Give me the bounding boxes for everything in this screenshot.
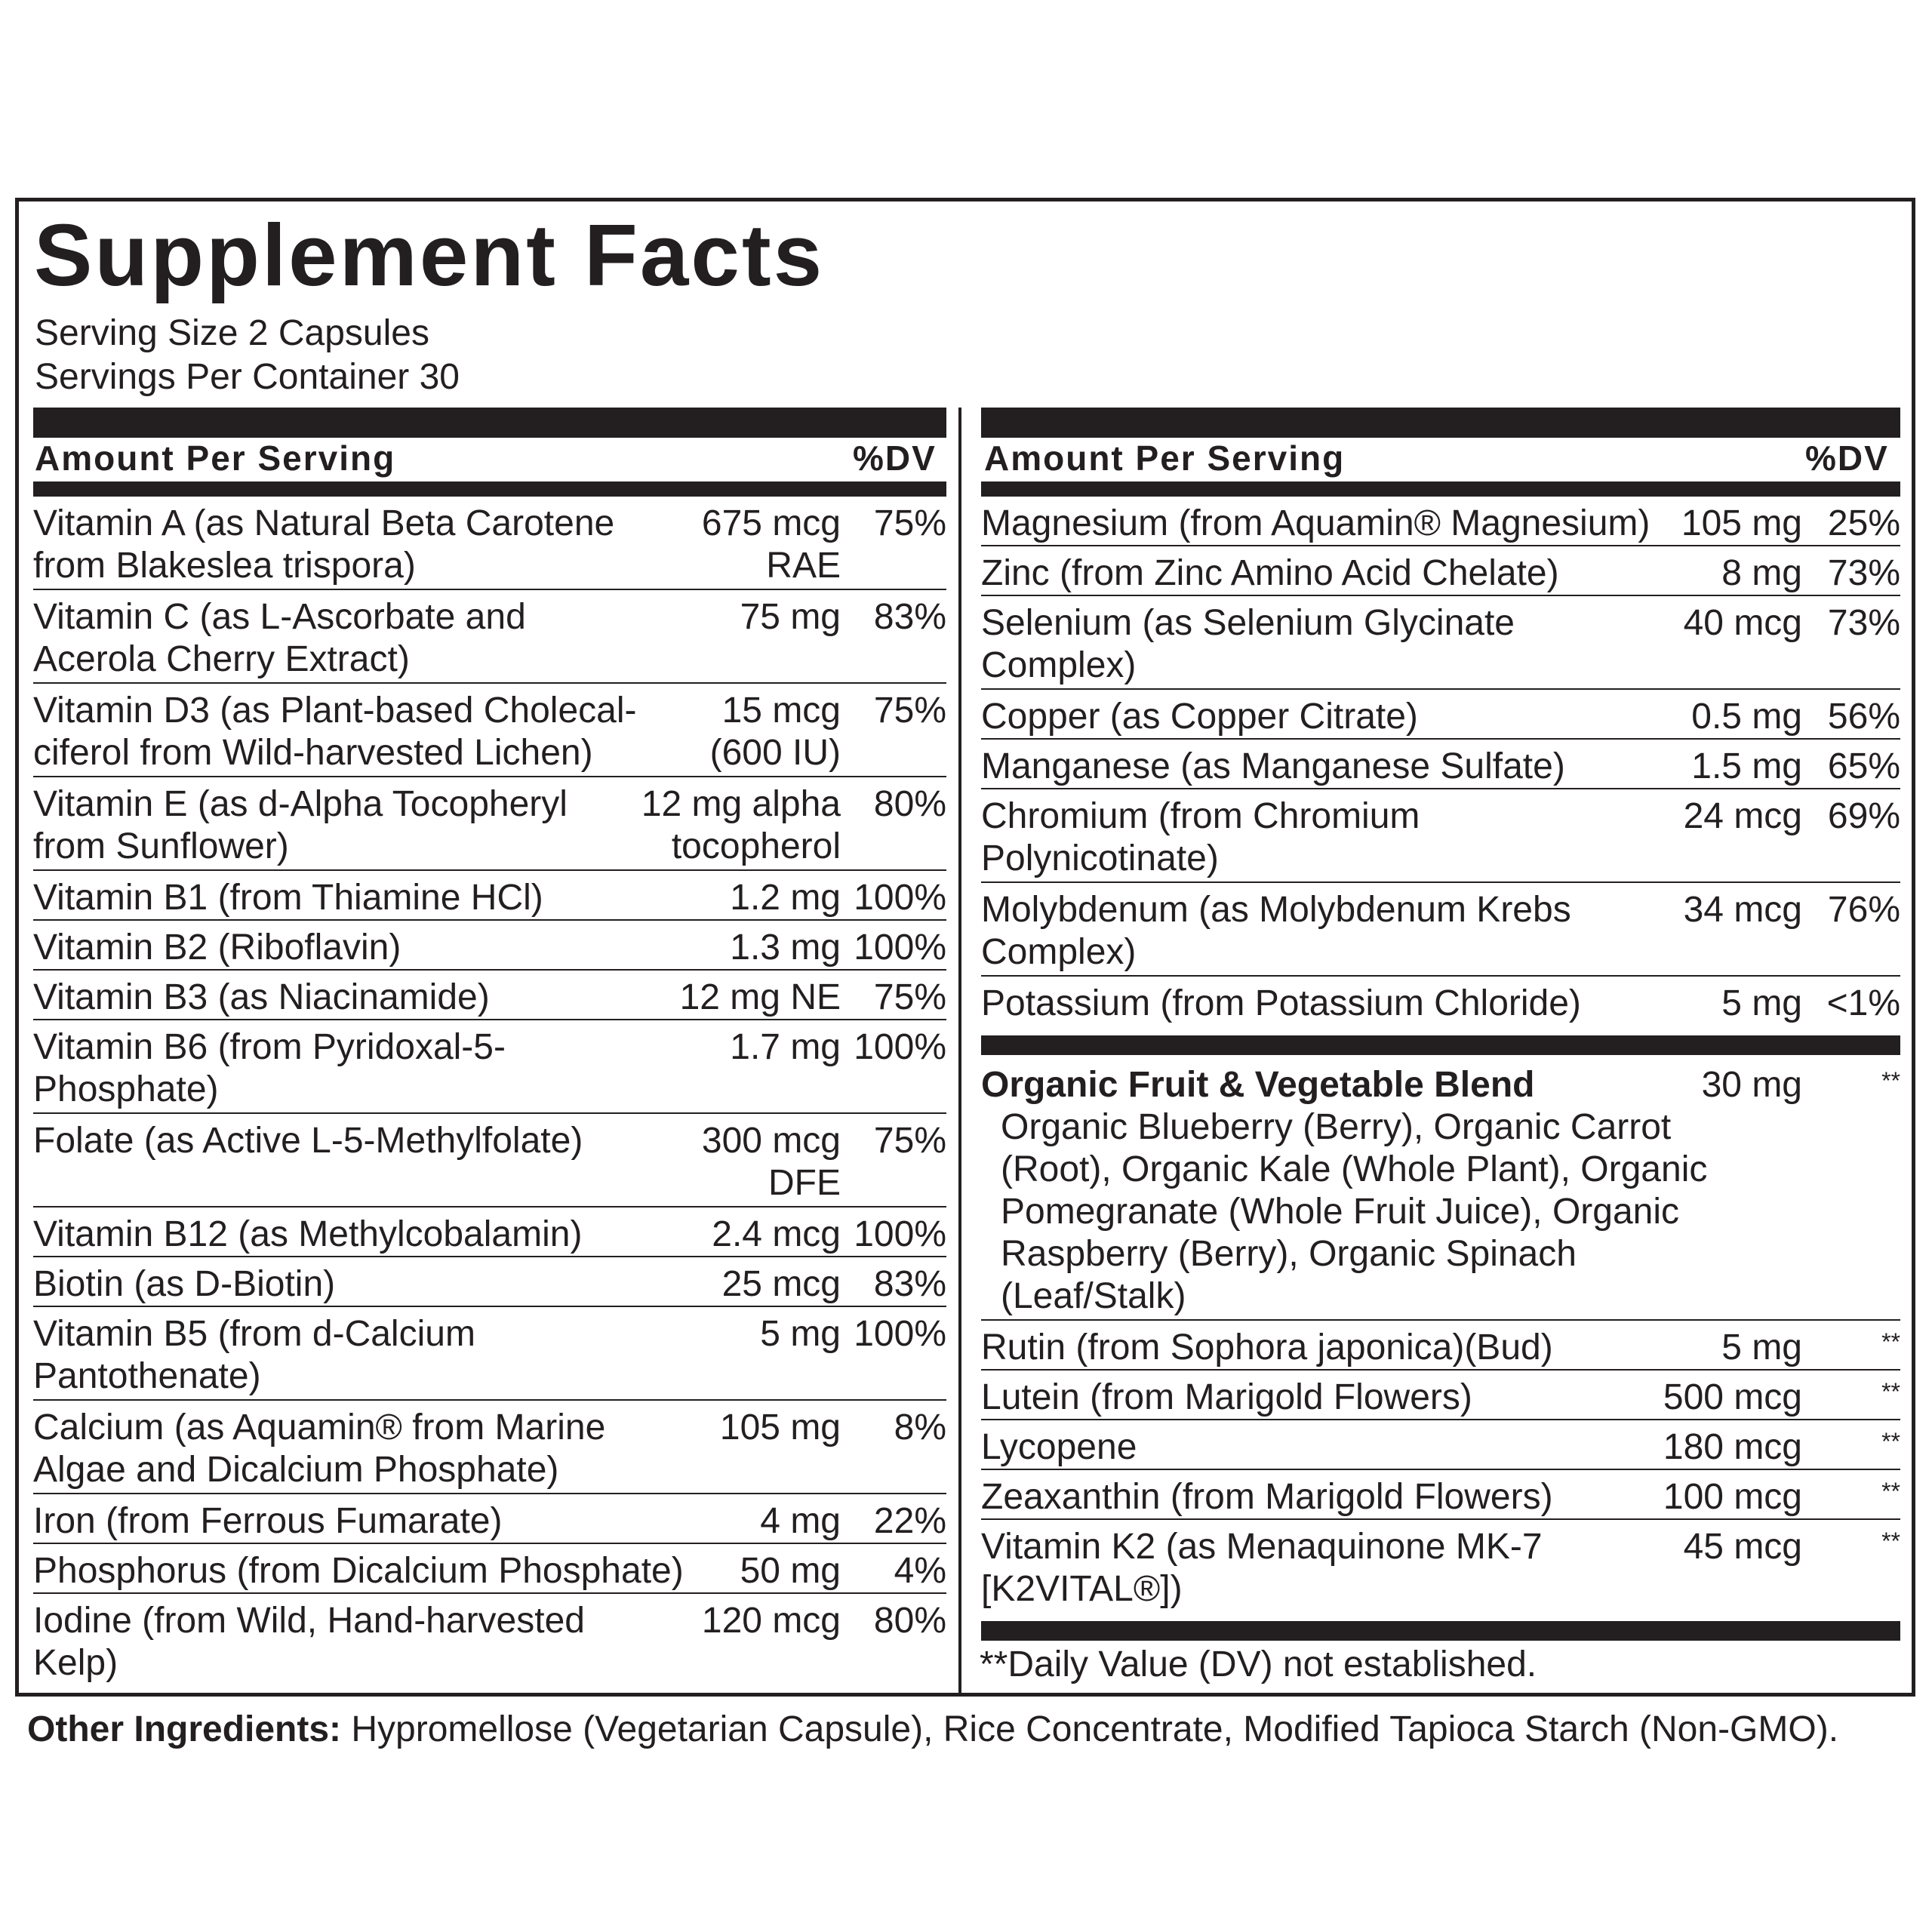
nutrient-row xyxy=(33,1020,946,1114)
nutrient-name: Vitamin B12 (as Methylcobalamin) xyxy=(33,1214,583,1254)
nutrient-dv: 100% xyxy=(854,928,946,968)
nutrient-amount: 1.5 mg xyxy=(1691,746,1802,786)
amount-per-serving-header-right: Amount Per Serving xyxy=(984,438,1346,478)
nutrient-row xyxy=(33,921,946,971)
nutrient-amount: 120 mcg xyxy=(701,1601,841,1641)
blend-ingredients: Organic Blueberry (Berry), Organic Carrot (Root), Organic Kale (Whole Plant), Organic Pomegranate (Whole Fruit Juice), Organic Raspberry (Berry), Organic Spinach (Leaf/Stalk) xyxy=(1001,1107,1708,1316)
nutrient-amount: 15 mcg (600 IU) xyxy=(709,691,841,773)
nutrient-dv: 75% xyxy=(873,1121,946,1161)
other-ingredients-label: Other Ingredients: xyxy=(27,1709,342,1749)
nutrient-row xyxy=(33,684,946,777)
nutrient-amount: 45 mcg xyxy=(1683,1527,1802,1567)
nutrient-name: Vitamin C (as L-Ascorbate and Acerola Cherry Extract) xyxy=(33,597,526,679)
nutrient-row xyxy=(33,1257,946,1307)
nutrient-name: Zinc (from Zinc Amino Acid Chelate) xyxy=(981,553,1559,593)
nutrient-dv: 100% xyxy=(854,1314,946,1354)
nutrient-amount: 50 mg xyxy=(740,1551,841,1591)
other-ingredients xyxy=(27,1709,1838,1751)
nutrient-dv: 75% xyxy=(873,503,946,543)
nutrient-name: Phosphorus (from Dicalcium Phosphate) xyxy=(33,1551,684,1591)
nutrient-dv: 65% xyxy=(1827,746,1900,786)
nutrient-dv: ** xyxy=(1881,1328,1900,1355)
thick-bar-under-header-left xyxy=(33,481,946,497)
nutrient-amount: 40 mcg xyxy=(1683,603,1802,643)
nutrient-dv: <1% xyxy=(1826,983,1900,1023)
thick-bar-before-blend xyxy=(981,1035,1900,1055)
nutrient-name: Vitamin B6 (from Pyridoxal-5- Phosphate) xyxy=(33,1027,506,1109)
thick-bar-top-left xyxy=(33,408,946,438)
thick-bar-bottom-right xyxy=(981,1621,1900,1641)
nutrient-name: Manganese (as Manganese Sulfate) xyxy=(981,746,1565,786)
nutrient-row xyxy=(33,1494,946,1544)
nutrient-dv: 100% xyxy=(854,1027,946,1067)
nutrient-amount: 5 mg xyxy=(760,1314,841,1354)
nutrient-dv: 56% xyxy=(1827,697,1900,737)
nutrient-dv: 22% xyxy=(873,1501,946,1541)
nutrient-row xyxy=(981,1321,1900,1371)
nutrient-amount: 4 mg xyxy=(760,1501,841,1541)
nutrient-row xyxy=(981,1520,1900,1614)
nutrient-dv: ** xyxy=(1881,1478,1900,1505)
nutrient-name: Folate (as Active L-5-Methylfolate) xyxy=(33,1121,583,1161)
column-divider xyxy=(958,408,961,1697)
nutrient-dv: 100% xyxy=(854,878,946,918)
nutrient-row xyxy=(981,1420,1900,1470)
blend-dv: ** xyxy=(1881,1067,1900,1094)
nutrient-row xyxy=(981,546,1900,596)
nutrient-list-left xyxy=(33,497,946,1689)
nutrient-dv: 100% xyxy=(854,1214,946,1254)
nutrient-dv: 83% xyxy=(873,597,946,637)
nutrient-name: Chromium (from Chromium Polynicotinate) xyxy=(981,796,1420,878)
nutrient-amount: 100 mcg xyxy=(1663,1477,1802,1517)
nutrient-amount: 8 mg xyxy=(1721,553,1802,593)
serving-size: Serving Size 2 Capsules xyxy=(35,313,429,353)
nutrient-row xyxy=(981,789,1900,883)
nutrient-row xyxy=(33,1307,946,1401)
nutrient-amount: 5 mg xyxy=(1721,1327,1802,1367)
nutrient-row xyxy=(33,1544,946,1594)
nutrient-amount: 34 mcg xyxy=(1683,890,1802,930)
blend-row xyxy=(981,1055,1900,1321)
nutrient-amount: 75 mg xyxy=(740,597,841,637)
nutrient-row xyxy=(981,1371,1900,1420)
nutrient-list-right xyxy=(981,497,1900,1040)
nutrient-row xyxy=(33,1208,946,1257)
nutrient-dv: 75% xyxy=(873,977,946,1017)
nutrient-dv: 69% xyxy=(1827,796,1900,836)
nutrient-amount: 24 mcg xyxy=(1683,796,1802,836)
nutrient-name: Vitamin E (as d-Alpha Tocopheryl from Sunflower) xyxy=(33,784,568,866)
nutrient-dv: 80% xyxy=(873,1601,946,1641)
nutrient-row xyxy=(33,1594,946,1687)
nutrient-row xyxy=(33,1114,946,1208)
nutrient-row xyxy=(981,690,1900,740)
nutrient-amount: 180 mcg xyxy=(1663,1427,1802,1467)
nutrient-amount: 105 mg xyxy=(1681,503,1802,543)
nutrient-dv: 73% xyxy=(1827,603,1900,643)
nutrient-amount: 0.5 mg xyxy=(1691,697,1802,737)
nutrient-dv: ** xyxy=(1881,1527,1900,1555)
nutrient-dv: 73% xyxy=(1827,553,1900,593)
nutrient-name: Copper (as Copper Citrate) xyxy=(981,697,1418,737)
nutrient-name: Vitamin B3 (as Niacinamide) xyxy=(33,977,490,1017)
nutrient-amount: 1.7 mg xyxy=(730,1027,841,1067)
nutrient-name: Vitamin K2 (as Menaquinone MK-7 [K2VITAL®]) xyxy=(981,1527,1543,1609)
nutrient-row xyxy=(981,977,1900,1026)
nutrient-name: Lutein (from Marigold Flowers) xyxy=(981,1377,1472,1417)
nutrient-row xyxy=(33,871,946,921)
nutrient-amount: 105 mg xyxy=(719,1407,841,1447)
nutrient-name: Vitamin B5 (from d-Calcium Pantothenate) xyxy=(33,1314,475,1396)
nutrient-name: Vitamin B1 (from Thiamine HCl) xyxy=(33,878,543,918)
nutrient-name: Selenium (as Selenium Glycinate Complex) xyxy=(981,603,1515,685)
thick-bar-under-header-right xyxy=(981,481,1900,497)
panel-title: Supplement Facts xyxy=(34,206,825,304)
nutrient-row xyxy=(981,497,1900,546)
nutrient-row xyxy=(33,1401,946,1494)
nutrient-row xyxy=(33,777,946,871)
nutrient-amount: 12 mg NE xyxy=(679,977,841,1017)
nutrient-row xyxy=(33,590,946,684)
nutrient-list-right-2 xyxy=(981,1321,1900,1615)
nutrient-amount: 500 mcg xyxy=(1663,1377,1802,1417)
dv-header-right: %DV xyxy=(1805,438,1889,478)
nutrient-amount: 675 mcg RAE xyxy=(701,503,841,586)
nutrient-row xyxy=(981,883,1900,977)
nutrient-dv: ** xyxy=(1881,1378,1900,1405)
nutrient-name: Vitamin A (as Natural Beta Carotene from Blakeslea trispora) xyxy=(33,503,615,586)
nutrient-dv: ** xyxy=(1881,1428,1900,1455)
nutrient-amount: 5 mg xyxy=(1721,983,1802,1023)
nutrient-name: Lycopene xyxy=(981,1427,1137,1467)
nutrient-amount: 300 mcg DFE xyxy=(701,1121,841,1203)
nutrient-amount: 25 mcg xyxy=(721,1264,841,1304)
other-ingredients-text: Hypromellose (Vegetarian Capsule), Rice Concentrate, Modified Tapioca Starch (Non-GMO). xyxy=(341,1709,1839,1749)
nutrient-dv: 8% xyxy=(894,1407,946,1447)
amount-per-serving-header-left: Amount Per Serving xyxy=(35,438,396,478)
nutrient-dv: 80% xyxy=(873,784,946,824)
servings-per-container: Servings Per Container 30 xyxy=(35,357,460,397)
blend-amount: 30 mg xyxy=(1701,1065,1802,1105)
nutrient-name: Vitamin D3 (as Plant-based Cholecal- ciferol from Wild-harvested Lichen) xyxy=(33,691,637,773)
nutrient-name: Iron (from Ferrous Fumarate) xyxy=(33,1501,503,1541)
nutrient-name: Potassium (from Potassium Chloride) xyxy=(981,983,1581,1023)
nutrient-name: Magnesium (from Aquamin® Magnesium) xyxy=(981,503,1651,543)
nutrient-name: Rutin (from Sophora japonica)(Bud) xyxy=(981,1327,1553,1367)
nutrient-row xyxy=(981,596,1900,690)
nutrient-name: Molybdenum (as Molybdenum Krebs Complex) xyxy=(981,890,1571,972)
nutrient-amount: 1.2 mg xyxy=(730,878,841,918)
nutrient-amount: 1.3 mg xyxy=(730,928,841,968)
nutrient-row xyxy=(33,971,946,1020)
dv-header-left: %DV xyxy=(853,438,937,478)
nutrient-name: Zeaxanthin (from Marigold Flowers) xyxy=(981,1477,1553,1517)
nutrient-amount: 2.4 mcg xyxy=(712,1214,841,1254)
nutrient-name: Vitamin B2 (Riboflavin) xyxy=(33,928,401,968)
nutrient-name: Biotin (as D-Biotin) xyxy=(33,1264,336,1304)
thick-bar-top-right xyxy=(981,408,1900,438)
nutrient-dv: 4% xyxy=(894,1551,946,1591)
dv-footnote: **Daily Value (DV) not established. xyxy=(980,1644,1537,1684)
nutrient-dv: 76% xyxy=(1827,890,1900,930)
nutrient-dv: 83% xyxy=(873,1264,946,1304)
nutrient-amount: 12 mg alpha tocopherol xyxy=(641,784,841,866)
nutrient-name: Iodine (from Wild, Hand-harvested Kelp) xyxy=(33,1601,585,1683)
nutrient-row xyxy=(33,497,946,590)
nutrient-dv: 75% xyxy=(873,691,946,731)
nutrient-row xyxy=(981,1470,1900,1520)
blend-name: Organic Fruit & Vegetable Blend xyxy=(981,1065,1535,1105)
nutrient-dv: 25% xyxy=(1827,503,1900,543)
nutrient-name: Calcium (as Aquamin® from Marine Algae and Dicalcium Phosphate) xyxy=(33,1407,606,1490)
nutrient-row xyxy=(981,740,1900,789)
